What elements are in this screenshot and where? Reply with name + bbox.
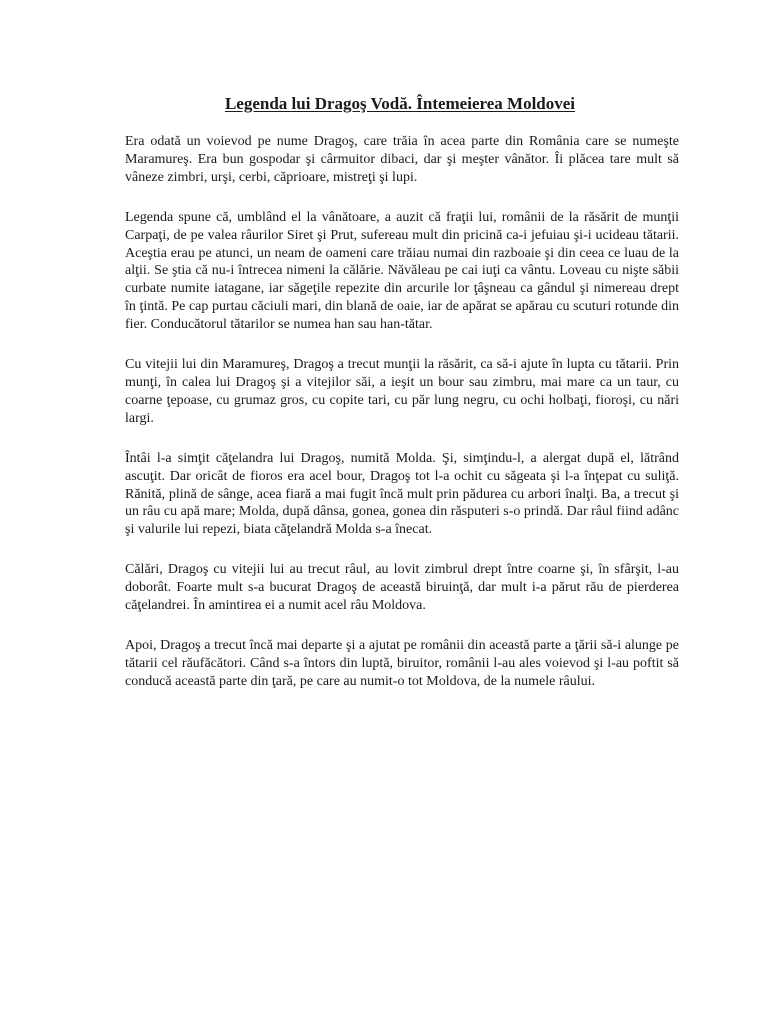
document-body: [125, 133, 679, 713]
document-title: Legenda lui Dragoş Vodă. Întemeierea Moldovei: [224, 94, 576, 113]
paragraph-conclusion: Apoi, Dragoş a trecut încă mai departe şi a ajutat pe românii din această parte a ţării să-i alunge pe tătarii cel răufăcători. Când s-a întors din luptă, biruitor, românii l-au ales voievod şi l-au poftit să conducă această parte din ţară, pe care au numit-o tot Moldova, de la numele râului.: [125, 637, 679, 689]
paragraph-tatars: Legenda spune că, umblând el la vânătoare, a auzit că fraţii lui, românii de la răsărit de munţii Carpaţi, de pe valea râurilor Siret şi Prut, sufereau mult din pricină ca-i jefuiau şi-i ucideau tătarii. Aceştia erau pe atunci, un neam de oameni care trăiau numai din razboaie şi din ceea ce luau de la alţii. Se ştia că nu-i întrecea nimeni la călărie. Năvăleau pe cai iuţi ca vântu. Loveau cu nişte săbii curbate numite iatagane, iar săgeţile repezite din arcurile lor ţâşneau ca gândul şi nimereau drept în ţintă. Pe cap purtau căciuli mari, din blană de oaie, iar de apărat se apărau cu scuturi rotunde din fier. Conducătorul tătarilor se numea han sau han-tătar.: [125, 209, 679, 333]
paragraph-victory: Călări, Dragoş cu vitejii lui au trecut râul, au lovit zimbrul drept între coarne şi, în sfârşit, l-au doborât. Foarte mult s-a bucurat Dragoş de această biruinţă, dar mult i-a părut rău de pierderea căţelandrei. În amintirea ei a numit acel râu Moldova.: [125, 562, 679, 614]
paragraph-crossing: Cu vitejii lui din Maramureş, Dragoş a trecut munţii la răsărit, ca să-i ajute în lupta cu tătarii. Prin munţi, în calea lui Dragoş şi a vitejilor săi, a ieşit un bour sau zimbru, mai mare ca un taur, cu coarne ţepoase, cu grumaz gros, cu copite tari, cu păr lung negru, cu ochi holbaţi, fioroşi, cu nări largi.: [125, 357, 679, 426]
paragraph-intro: Era odată un voievod pe nume Dragoş, care trăia în acea parte din România care se numeşte Maramureş. Era bun gospodar şi cârmuitor dibaci, dar şi meşter vânător. Îi plăcea tare mult să vâneze zimbri, urşi, cerbi, căprioare, mistreţi şi lupi.: [125, 134, 679, 185]
paragraph-molda: Întâi l-a simţit căţelandra lui Dragoş, numită Molda. Şi, simţindu-l, a alergat după el, lătrând ascuţit. Dar oricât de fioros era acel bour, Dragoş tot l-a ochit cu săgeata şi l-a înţepat cu suliţă. Rănită, plină de sânge, acea fiară a mai fugit încă mult prin pădurea cu arbori înalţi. Ba, a trecut şi un râu cu apă mare; Molda, după dânsa, gonea, gonea din răsputeri s-o prindă. Dar râul fiind adânc şi valurile lui repezi, biata căţelandră Molda s-a înecat.: [125, 450, 679, 538]
